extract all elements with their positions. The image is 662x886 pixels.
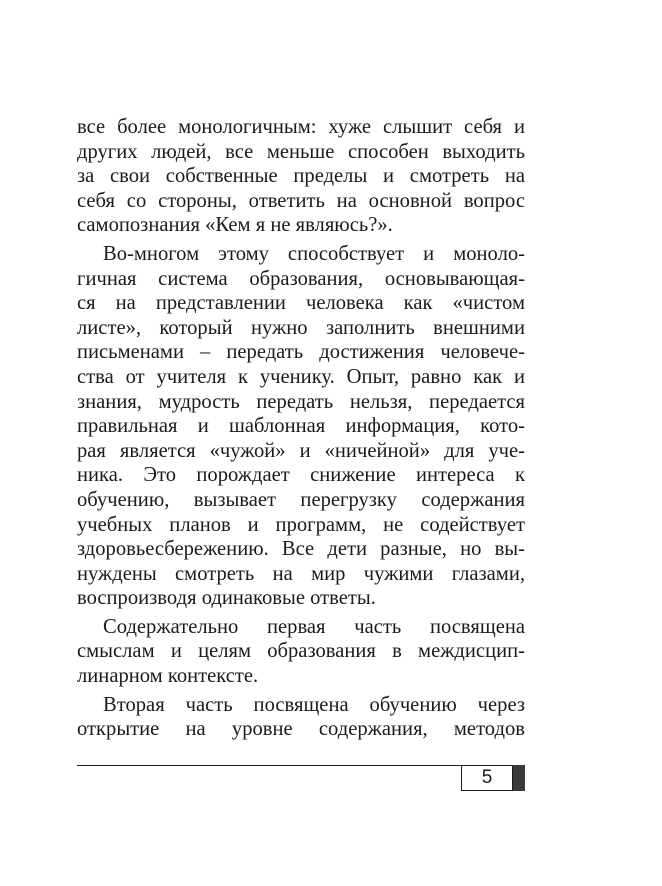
text-line: ся на представлении человека как «чистом [77, 292, 525, 315]
page-tab-marker [513, 765, 525, 791]
text-line: учебных планов и программ, не содействует [77, 513, 525, 536]
text-line: обучению, вызывает перегрузку содержания [77, 488, 525, 511]
paragraph-1 [77, 115, 525, 238]
paragraph-2 [77, 242, 525, 611]
text-line: нуждены смотреть на мир чужими глазами, [77, 562, 525, 585]
text-line: линарном контексте. [77, 665, 259, 688]
text-line: открытие на уровне содержания, методов [77, 718, 525, 741]
text-line: гичная система образования, основывающая- [77, 267, 525, 290]
text-line: знания, мудрость передать нельзя, передается [77, 390, 525, 413]
text-line: за свои собственные пределы и смотреть на [77, 165, 525, 188]
text-line: листе», который нужно заполнить внешними [77, 316, 525, 339]
text-line: все более монологичным: хуже слышит себя и [77, 116, 525, 138]
paragraph-4 [77, 693, 525, 742]
text-line: здоровьесбережению. Все дети разные, но вы- [77, 538, 525, 561]
text-line: ства от учителя к ученику. Опыт, равно как и [77, 365, 525, 388]
text-line: себя со стороны, ответить на основной вопрос [77, 189, 525, 212]
page-number: 5 [461, 765, 513, 791]
text-line: правильная и шаблонная информация, кото- [77, 415, 525, 438]
text-line: рая является «чужой» и «ничейной» для уче- [77, 439, 525, 462]
text-line: Вторая часть посвящена обучению через [103, 693, 525, 716]
body-text [77, 115, 525, 742]
text-line: Содержательно первая часть посвящена [103, 615, 525, 638]
text-line: воспроизводя одинаковые ответы. [77, 587, 376, 610]
text-line: других людей, все меньше способен выходить [77, 140, 525, 163]
paragraph-3 [77, 615, 525, 689]
text-line: смыслам и целям образования в междисцип- [77, 640, 525, 663]
text-line: письменами – передать достижения человече- [77, 341, 525, 364]
text-line: самопознания «Кем я не являюсь?». [77, 214, 393, 237]
text-line: Во-многом этому способствует и моноло- [103, 242, 525, 265]
footer-rule [77, 765, 461, 766]
text-line: ника. Это порождает снижение интереса к [77, 464, 525, 487]
